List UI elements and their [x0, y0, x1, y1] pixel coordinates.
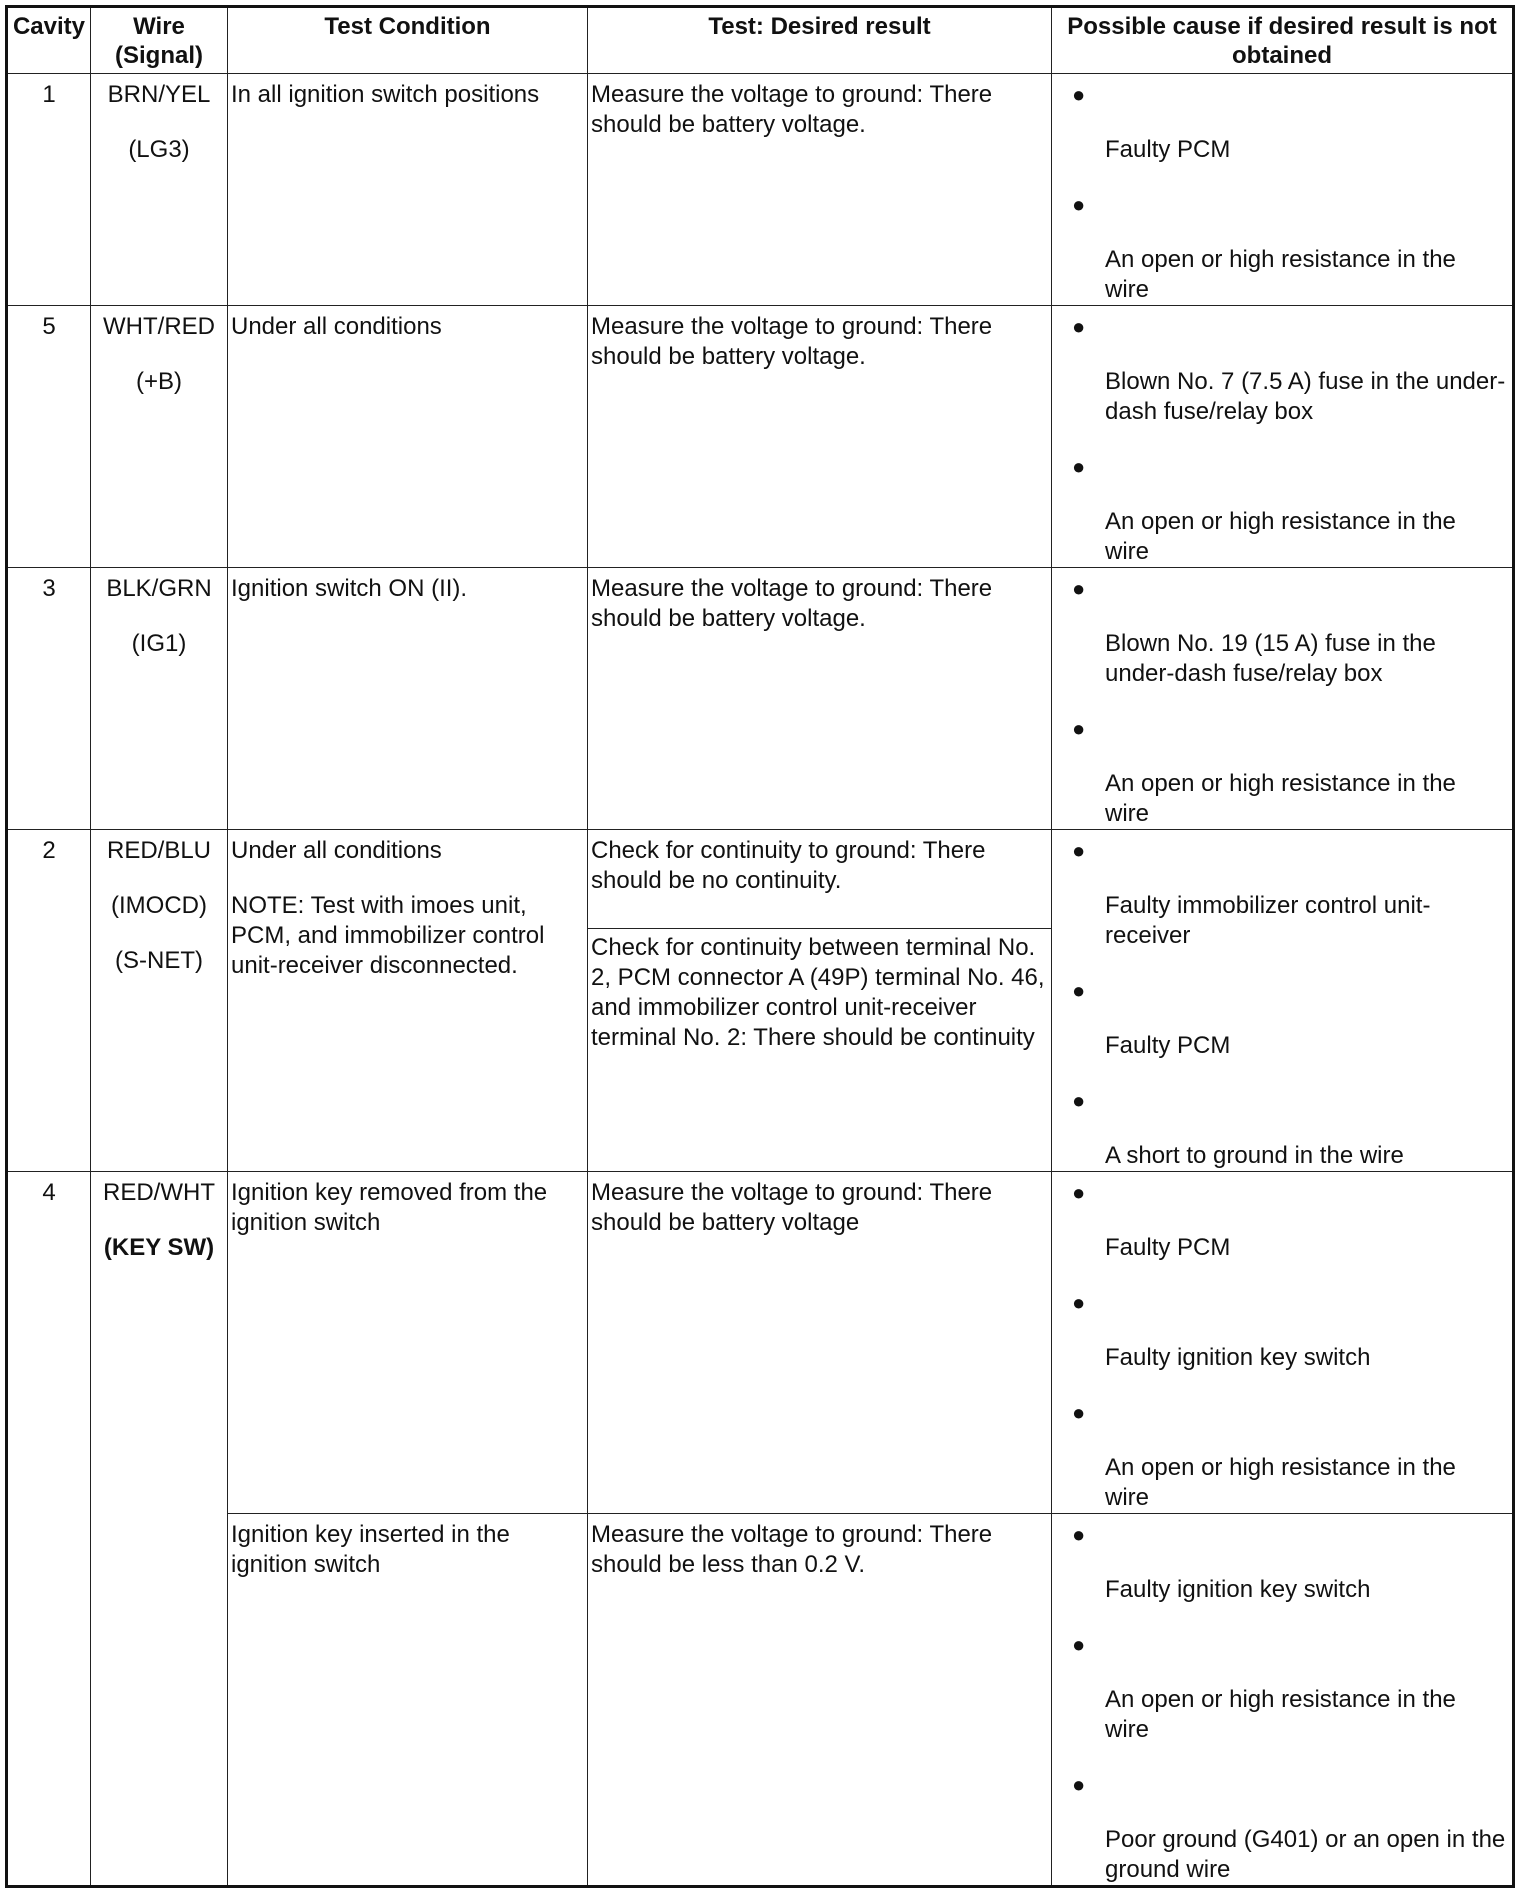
condition-cell: Ignition key inserted in the ignition switch	[228, 1514, 588, 1887]
cause-text: Blown No. 7 (7.5 A) fuse in the under-dash fuse/relay box	[1105, 368, 1506, 425]
bullet-icon: ●	[1072, 576, 1086, 601]
result-cell: Measure the voltage to ground: There should be less than 0.2 V.	[588, 1514, 1052, 1887]
cavity-cell: 2	[7, 830, 91, 1172]
bullet-icon: ●	[1072, 82, 1086, 107]
cause-text: A short to ground in the wire	[1105, 1142, 1404, 1169]
wire-cell	[91, 306, 228, 568]
result-text-b: Check for continuity between terminal No. 2, PCM connector A (49P) terminal No. 46, and immobilizer control unit-receiver terminal No. 2: There should be continuity	[591, 934, 1045, 1051]
connector-test-table	[5, 5, 1515, 1888]
cause-item	[1072, 1288, 1506, 1373]
bullet-icon: ●	[1072, 716, 1086, 741]
result-cell: Measure the voltage to ground: There should be battery voltage.	[588, 306, 1052, 568]
result-cell: Measure the voltage to ground: There should be battery voltage	[588, 1172, 1052, 1514]
wire-color: BRN/YEL	[107, 81, 211, 108]
bullet-icon: ●	[1072, 192, 1086, 217]
cause-item	[1072, 1398, 1506, 1513]
result-text-a: Check for continuity to ground: There should be no continuity.	[588, 830, 1051, 929]
table-row	[7, 306, 1514, 568]
condition-cell: Under all conditions	[228, 306, 588, 568]
header-result: Test: Desired result	[588, 7, 1052, 74]
condition-note: NOTE: Test with imoes unit, PCM, and immobilizer control unit-receiver disconnected.	[231, 892, 545, 979]
bullet-icon: ●	[1072, 1088, 1086, 1113]
cause-item	[1072, 312, 1506, 427]
cause-item	[1072, 574, 1506, 689]
cause-item	[1072, 1178, 1506, 1263]
wire-color: BLK/GRN	[106, 575, 212, 602]
bullet-icon: ●	[1072, 1772, 1086, 1797]
cause-text: Faulty PCM	[1105, 136, 1231, 163]
bullet-icon: ●	[1072, 838, 1086, 863]
condition-cell	[228, 830, 588, 1172]
cause-text: An open or high resistance in the wire	[1105, 770, 1456, 827]
bullet-icon: ●	[1072, 314, 1086, 339]
wire-signal: (KEY SW)	[103, 1234, 215, 1261]
header-condition: Test Condition	[228, 7, 588, 74]
bullet-icon: ●	[1072, 1290, 1086, 1315]
wire-signal: (LG3)	[128, 136, 190, 163]
wire-cell	[91, 830, 228, 1172]
result-cell: Measure the voltage to ground: There should be battery voltage.	[588, 74, 1052, 306]
cause-text: An open or high resistance in the wire	[1105, 1454, 1456, 1511]
wire-signal: (+B)	[135, 368, 182, 395]
cause-cell	[1052, 830, 1514, 1172]
condition-cell: Ignition switch ON (II).	[228, 568, 588, 830]
header-wire-line1: Wire	[133, 13, 185, 40]
cause-item	[1072, 1770, 1506, 1885]
table-row	[7, 74, 1514, 306]
cause-text: Faulty ignition key switch	[1105, 1576, 1371, 1603]
header-cavity: Cavity	[7, 7, 91, 74]
header-row	[7, 7, 1514, 74]
cavity-cell: 3	[7, 568, 91, 830]
header-wire	[91, 7, 228, 74]
cavity-cell: 5	[7, 306, 91, 568]
wire-color: WHT/RED	[103, 313, 215, 340]
cause-text: An open or high resistance in the wire	[1105, 1686, 1456, 1743]
bullet-icon: ●	[1072, 1632, 1086, 1657]
table-row	[7, 1172, 1514, 1514]
cause-item	[1072, 80, 1506, 165]
wire-color: RED/BLU	[106, 837, 212, 864]
wire-color: RED/WHT	[103, 1179, 215, 1206]
cause-text: Poor ground (G401) or an open in the ground wire	[1105, 1826, 1506, 1883]
cause-cell	[1052, 568, 1514, 830]
cause-item	[1072, 1086, 1506, 1171]
result-cell	[588, 830, 1052, 1172]
header-wire-line2: (Signal)	[115, 42, 203, 69]
bullet-icon: ●	[1072, 1180, 1086, 1205]
header-cause: Possible cause if desired result is not obtained	[1052, 7, 1514, 74]
bullet-icon: ●	[1072, 454, 1086, 479]
cause-item	[1072, 1630, 1506, 1745]
condition-cell: In all ignition switch positions	[228, 74, 588, 306]
condition-text: Under all conditions	[231, 837, 442, 864]
wire-cell	[91, 74, 228, 306]
cause-cell	[1052, 74, 1514, 306]
cause-cell	[1052, 1514, 1514, 1887]
table-row	[7, 568, 1514, 830]
cause-item	[1072, 452, 1506, 567]
cause-text: Faulty PCM	[1105, 1032, 1231, 1059]
cause-text: Faulty immobilizer control unit-receiver	[1105, 892, 1431, 949]
cause-text: An open or high resistance in the wire	[1105, 246, 1456, 303]
bullet-icon: ●	[1072, 1522, 1086, 1547]
wire-cell	[91, 1172, 228, 1887]
cause-text: Faulty ignition key switch	[1105, 1344, 1371, 1371]
cause-item	[1072, 714, 1506, 829]
cause-text: Blown No. 19 (15 A) fuse in the under-dash fuse/relay box	[1105, 630, 1436, 687]
cause-text: An open or high resistance in the wire	[1105, 508, 1456, 565]
wire-signal: (IG1)	[131, 630, 187, 657]
cavity-cell: 1	[7, 74, 91, 306]
cavity-cell: 4	[7, 1172, 91, 1887]
table-row	[7, 1514, 1514, 1887]
cause-item	[1072, 836, 1506, 951]
cause-item	[1072, 976, 1506, 1061]
condition-cell: Ignition key removed from the ignition switch	[228, 1172, 588, 1514]
table-row	[7, 830, 1514, 1172]
wire-signal-secondary: (S-NET)	[115, 947, 203, 974]
result-cell: Measure the voltage to ground: There should be battery voltage.	[588, 568, 1052, 830]
cause-cell	[1052, 306, 1514, 568]
bullet-icon: ●	[1072, 978, 1086, 1003]
cause-item	[1072, 190, 1506, 305]
cause-cell	[1052, 1172, 1514, 1514]
cause-text: Faulty PCM	[1105, 1234, 1231, 1261]
cause-item	[1072, 1520, 1506, 1605]
wire-signal: (IMOCD)	[111, 892, 207, 919]
bullet-icon: ●	[1072, 1400, 1086, 1425]
wire-cell	[91, 568, 228, 830]
